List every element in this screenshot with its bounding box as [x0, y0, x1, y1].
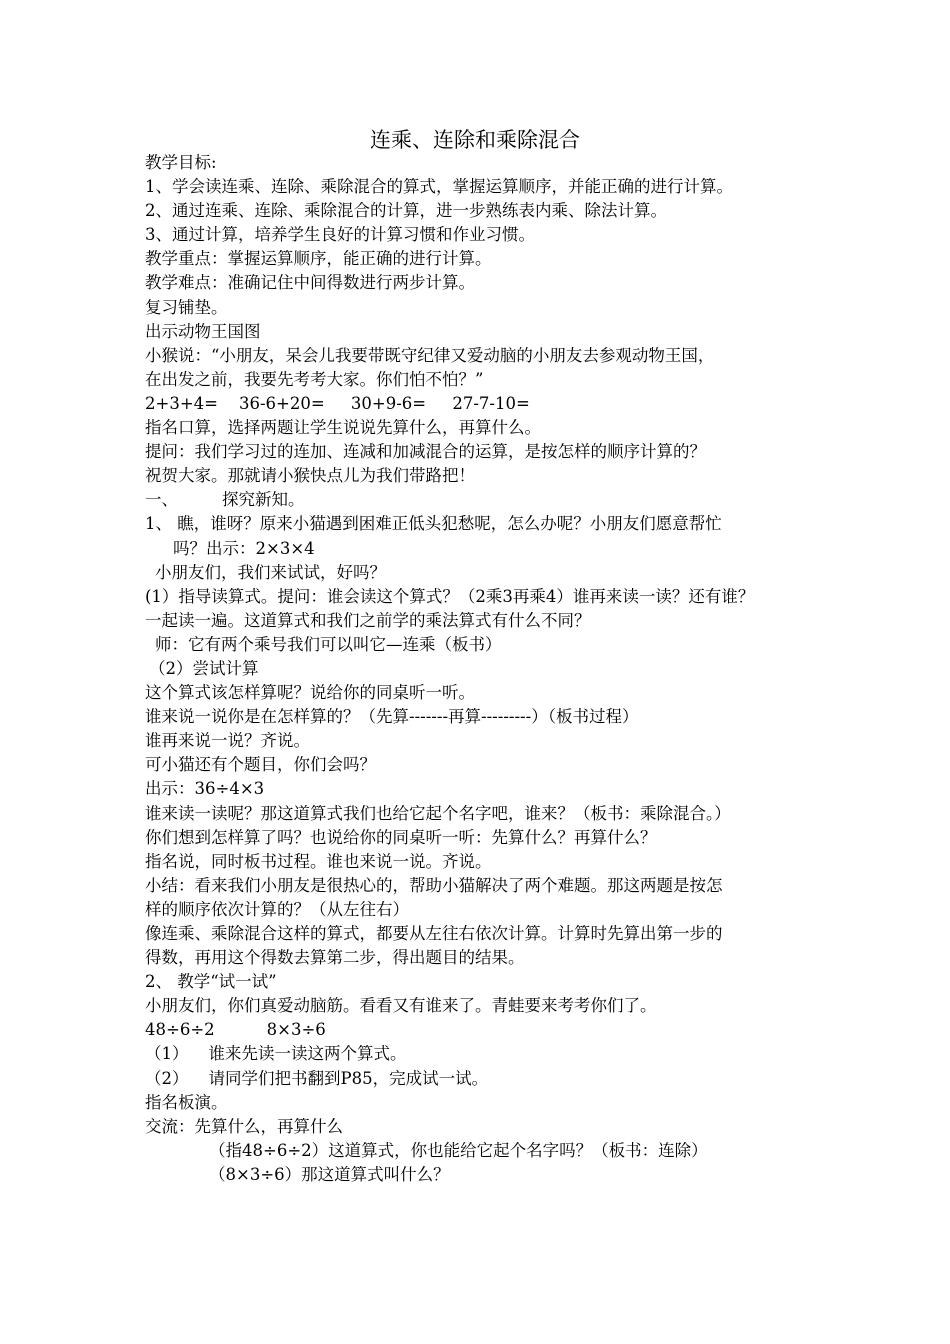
step-2 — [145, 1067, 825, 1091]
paragraph-line: 这个算式该怎样算呢？说给你的同桌听一听。 — [145, 683, 475, 703]
paragraph-line: 在出发之前，我要先考考大家。你们怕不怕？” — [145, 369, 484, 389]
paragraph-line: 小猴说：“小朋友，呆会儿我要带既守纪律又爱动脑的小朋友去参观动物王国， — [145, 345, 715, 365]
paragraph-line: 得数，再用这个得数去算第二步，得出题目的结果。 — [145, 948, 525, 968]
teaching-difficulty: 教学难点：准确记住中间得数进行两步计算。 — [145, 273, 475, 293]
teaching-goals-heading: 教学目标: — [145, 153, 217, 172]
paragraph-line: 吗？出示：2×3×4 — [173, 538, 315, 558]
goal-2: 2、通过连乘、连除、乘除混合的计算，进一步熟练表内乘、除法计算。 — [145, 201, 667, 221]
goal-1: 1、学会读连乘、连除、乘除混合的算式，掌握运算顺序，并能正确的进行计算。 — [145, 177, 733, 197]
goal-3: 3、通过计算，培养学生良好的计算习惯和作业习惯。 — [145, 225, 535, 245]
paragraph-line: 师：它有两个乘号我们可以叫它—连乘（板书） — [155, 634, 502, 654]
document-body — [145, 151, 825, 1187]
teaching-focus: 教学重点：掌握运算顺序，能正确的进行计算。 — [145, 249, 492, 269]
review-expressions: 2+3+4= 36-6+20= 30+9-6= 27-7-10= — [145, 393, 530, 413]
section-title: 探究新知。 — [222, 490, 305, 510]
section-heading-explore — [145, 488, 825, 512]
step-number: （2） — [145, 1068, 189, 1088]
paragraph-line: 一起读一遍。这道算式和我们之前学的乘法算式有什么不同？ — [145, 610, 591, 630]
step-1 — [145, 1042, 825, 1066]
paragraph-line: 像连乘、乘除混合这样的算式，都要从左往右依次计算。计算时先算出第一步的 — [145, 924, 723, 943]
paragraph-line: 谁来说一说你是在怎样算的？（先算-------再算---------）（板书过程） — [145, 707, 639, 727]
document-title: 连乘、连除和乘除混合 — [370, 128, 580, 152]
paragraph-line: 可小猫还有个题目，你们会吗？ — [145, 755, 376, 775]
paragraph-line: 指名口算，选择两题让学生说说先算什么，再算什么。 — [145, 418, 541, 438]
paragraph-line: 小朋友们，你们真爱动脑筋。看看又有谁来了。青蛙要来考考你们了。 — [145, 996, 657, 1016]
step-text: 请同学们把书翻到P85，完成试一试。 — [208, 1068, 489, 1088]
paragraph-line: 你们想到怎样算了吗？也说给你的同桌听一听：先算什么？再算什么？ — [145, 827, 657, 847]
practice-expressions — [145, 1018, 825, 1042]
expression-b: 8×3÷6 — [266, 1020, 326, 1040]
paragraph-line: （2）尝试计算 — [149, 658, 259, 678]
step-number: （1） — [145, 1044, 189, 1064]
paragraph-line: (1）指导读算式。提问：谁会读这个算式？（2乘3再乘4）谁再来读一读？还有谁？ — [145, 586, 755, 606]
expression-a: 48÷6÷2 — [145, 1020, 215, 1040]
paragraph-line: 指名板演。 — [145, 1092, 228, 1112]
paragraph-line: 祝贺大家。那就请小猴快点儿为我们带路把！ — [145, 466, 475, 486]
paragraph-line: 交流：先算什么，再算什么 — [145, 1116, 343, 1136]
paragraph-line: 指名说，同时板书过程。谁也来说一说。齐说。 — [145, 851, 492, 871]
paragraph-line: 提问：我们学习过的连加、连减和加减混合的运算，是按怎样的顺序计算的？ — [145, 442, 706, 462]
paragraph-line: 谁来读一读呢？那这道算式我们也给它起个名字吧，谁来？（板书：乘除混合。） — [145, 803, 731, 823]
paragraph-line: 小结：看来我们小朋友是很热心的，帮助小猫解决了两个难题。那这两题是按怎 — [145, 875, 723, 895]
paragraph-line: 1、 瞧，谁呀？原来小猫遇到困难正低头犯愁呢，怎么办呢？小朋友们愿意帮忙 — [145, 514, 722, 534]
paragraph-line: 谁再来说一说？齐说。 — [145, 731, 310, 751]
section-heading-try: 2、 教学“试一试” — [145, 972, 277, 992]
paragraph-line: 样的顺序依次计算的？（从左往右） — [145, 899, 409, 919]
paragraph-line: （指48÷6÷2）这道算式，你也能给它起个名字吗？（板书：连除） — [209, 1140, 708, 1160]
paragraph-line: 小朋友们，我们来试试，好吗？ — [155, 562, 386, 582]
paragraph-line: 出示动物王国图 — [145, 321, 261, 341]
review-heading: 复习铺垫。 — [145, 297, 228, 317]
paragraph-line: （8×3÷6）那这道算式叫什么？ — [209, 1164, 450, 1184]
paragraph-line: 出示：36÷4×3 — [145, 779, 265, 799]
step-text: 谁来先读一读这两个算式。 — [208, 1044, 407, 1064]
section-number: 一、 — [145, 490, 178, 510]
